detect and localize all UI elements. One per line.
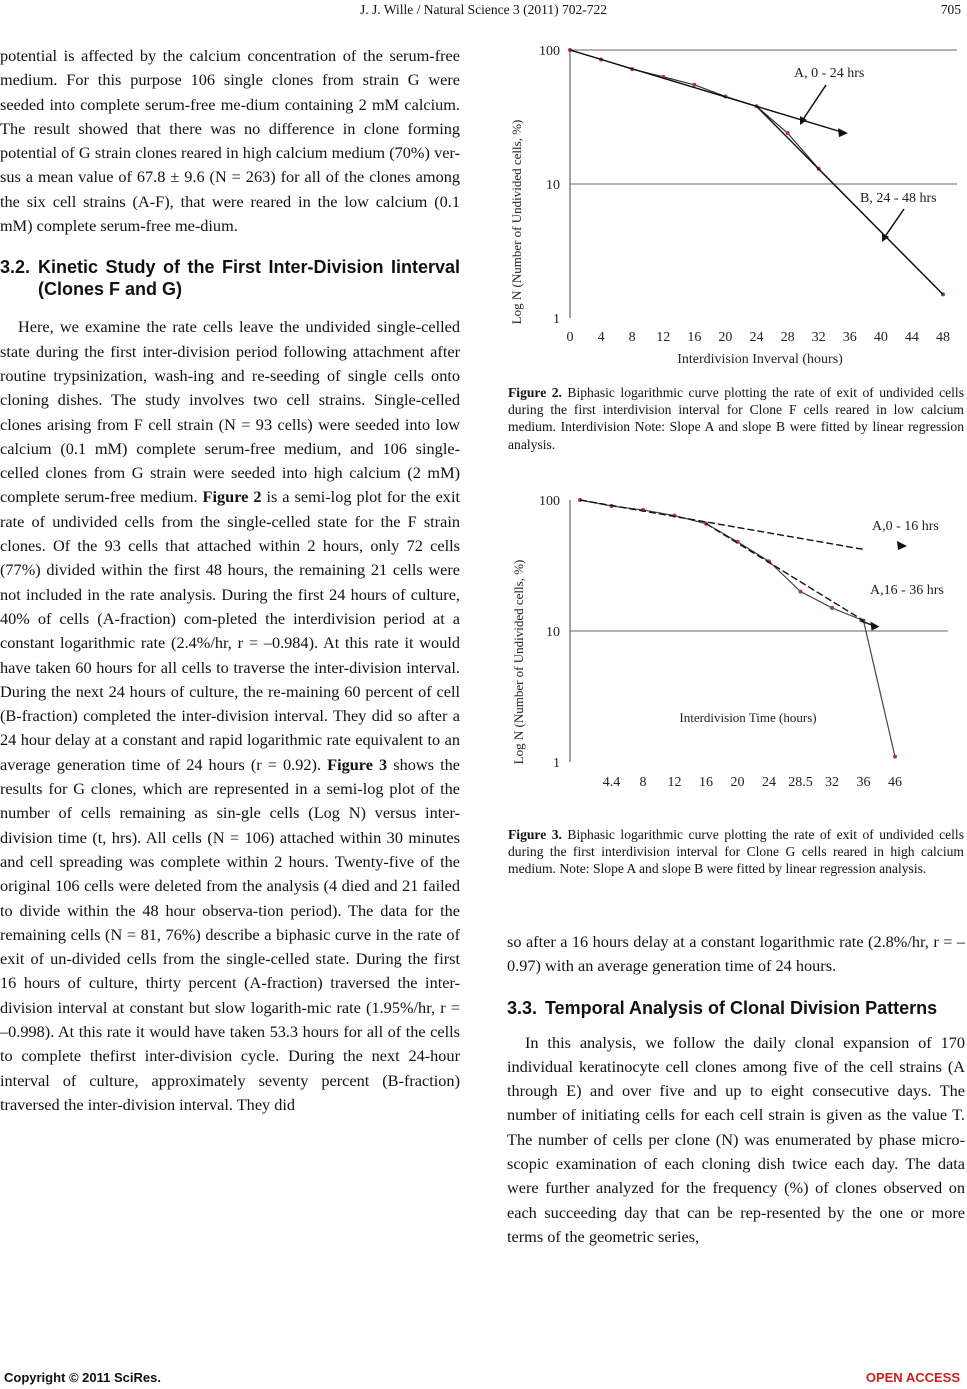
x-tick-label: 40 [873,330,888,345]
page-footer [4,1370,964,1388]
paragraph: In this analysis, we follow the daily clonal expansion of 170 individual keratinocyte cell clones among five of the cell strains (A through E) and over five and up to eight consecutive days. The number of initiating cells for each cell strain is given as the value T. The number of cells per clone (N) was enumerated by phase micro-scopic examination of each cloning dish twice each day. The data were further analyzed for the frequency (%) of clones observed on each succeeding day that can be rep-resented by the one or more terms of the geometric series, [507,1032,965,1246]
x-tick-label: 36 [842,330,857,345]
y-tick-label: 1 [553,312,560,327]
right-column [507,930,965,1249]
x-tick-label: 32 [811,330,826,345]
caption-text: Biphasic logarithmic curve plotting the rate of exit of undivided cells during the first interdivision interval for Clone F cells reared in low calcium medium. Interdivision Note: Slope A and slope B were fitted by linear regression analysis. [508,385,964,452]
section-heading-3-3 [507,997,965,1019]
x-tick-label: 46 [888,775,902,790]
figure-2-chart [508,40,964,370]
open-access-label[interactable]: OPEN ACCESS [865,1370,960,1385]
running-header [0,2,967,22]
x-tick-label: 8 [628,330,636,345]
figure-reference[interactable]: Figure 3 [327,754,388,774]
figure-3 [508,484,964,814]
data-point [893,755,897,759]
data-point [786,131,790,135]
y-tick-label: 10 [546,178,560,193]
paragraph-text: is a semi-log plot for the exit rate of undivided cells from the single-celled state for the F strain clones. Of the 93 cells that attached within 2 hours, only 72 cells (77%) divided within the first 48 hours, the remaining 21 cells were not included in the rate analysis. During the first 24 hours of culture, 40% of cells (A-fraction) com-pleted the interdivision period at a constant logarithmic rate (2.4%/hr, r = –0.984). At this rate it would have taken 60 hours for all cells to traverse the inter-division interval. During the next 24 hours of culture, the re-maining 60 percent of cell (B-fraction) completed the inter-division interval. They did so after a 24 hour delay at a constant and rapid logarithmic rate equivalent to an average generation time of 24 hours (r = 0.92). [0,487,460,774]
x-tick-label: 8 [639,775,647,790]
x-tick-label: 12 [667,775,682,790]
caption-label: Figure 2. [508,385,562,400]
figure-3-caption [508,826,964,878]
annotation-b-arrowhead [871,622,880,631]
x-tick-label: 36 [856,775,871,790]
x-tick-label: 4.4 [602,775,621,790]
paragraph-text: Here, we examine the rate cells leave the undivided single-celled state during the first inter-division period following attachment after routine trypsinization, wash-ing and re-seeding of single cells onto cloning dishes. The study involves two cell strains. Single-celled clones arising from F cell strain (N = 93 cells) were seeded into low calcium (0.1 mM) complete serum-free medium, and 106 single-celled clones from G strain were seeded into high calcium (2 mM) complete serum-free medium. [0,317,460,507]
x-tick-label: 28.5 [788,775,813,790]
fitted-line-arrowhead [838,128,848,137]
running-title: J. J. Wille / Natural Science 3 (2011) 702-722 [360,2,607,17]
section-number: 3.3. [507,997,538,1018]
x-tick-label: 0 [566,330,574,345]
figure-3-chart [508,484,964,814]
copyright-notice: Copyright © 2011 SciRes. [4,1370,161,1385]
caption-text: Biphasic logarithmic curve plotting the rate of exit of undivided cells during the first interdivision interval for Clone G cells reared in high calcium medium. Note: Slope A and slope B were fitted by linear regression analysis. [508,827,964,877]
fitted-line [580,500,864,549]
section-title: Temporal Analysis of Clonal Division Patterns [545,997,938,1018]
data-point [692,83,696,87]
paragraph: potential is affected by the calcium concentration of the serum-free medium. For this purpose 106 single clones from strain G were seeded into complete serum-free me-dium containing 2 mM calcium. The result showed that there was no difference in clone forming potential of G strain clones reared in high calcium medium (70%) ver-sus a mean value of 67.8 ± 9.6 (N = 263) for all of the clones among the six cell strains (A-F), that were reared in the low calcium (0.1 mM) complete serum-free me-dium. [0,46,460,236]
x-tick-label: 20 [730,775,745,790]
x-axis-label: Interdivision Time (hours) [679,710,817,725]
figure-2-caption [508,384,964,453]
figure-2 [508,40,964,370]
figure-reference[interactable]: Figure 2 [202,487,262,507]
left-column [0,44,460,1117]
annotation-b: B, 24 - 48 hrs [860,191,937,206]
x-tick-label: 20 [718,330,733,345]
section-heading-3-2 [0,256,460,300]
x-tick-label: 4 [597,330,605,345]
annotation-a-arrowhead [800,116,807,125]
y-axis-label: Log N (Number of Undivided cells, %) [511,559,526,765]
x-tick-label: 32 [825,775,839,790]
section-number: 3.2. [0,257,31,278]
section-title: Kinetic Study of the First Inter-Division Iinterval (Clones F and G) [38,257,460,300]
annotation-a: A, 0 - 24 hrs [794,66,865,81]
y-tick-label: 10 [546,625,560,640]
annotation-b-arrow [884,209,904,238]
y-tick-label: 100 [539,44,560,59]
x-tick-label: 16 [687,330,702,345]
x-tick-label: 48 [936,330,950,345]
data-point [799,590,803,594]
y-tick-label: 100 [539,494,560,509]
annotation-b: A,16 - 36 hrs [870,583,944,598]
annotation-b-arrowhead [882,233,889,242]
y-tick-label: 1 [553,756,560,771]
annotation-a-arrowhead [897,541,907,550]
annotation-a: A,0 - 16 hrs [872,519,939,534]
x-tick-label: 28 [780,330,795,345]
x-axis-label: Interdivision Inverval (hours) [677,352,843,367]
paragraph [0,315,460,1117]
data-point [830,606,834,610]
y-axis-label: Log N (Number of Undivided cells, %) [509,119,524,325]
x-tick-label: 24 [762,775,776,790]
paragraph-text: shows the results for G clones, which are represented in a semi-log plot of the number of cells remaining as sin-gle cells (Log N) versus inter-division time (t, hrs). All cells (N = 106) attached within 30 minutes and cell spreading was complete within 2 hours. Twenty-five of the original 106 cells were deleted from the analysis (4 died and 21 failed to divide within the 48 hour observa-tion period). The data for the remaining cells (N = 81, 76%) describe a biphasic curve in the rate of exit of un-divided cells from the single-celled state. During the first 16 hours of culture, thirty percent (A-fraction) traversed the inter-division interval at constant but slow logarith-mic rate (1.95%/hr, r = –0.998). At this rate it would have taken 53.3 hours for all of the cells to complete thefirst inter-division cycle. During the next 24-hour interval of culture, approximately seventy percent (B-fraction) traversed the inter-division interval. They did [0,754,460,1114]
fitted-line [706,524,864,621]
caption-label: Figure 3. [508,827,562,842]
page-number: 705 [940,2,961,17]
paragraph: so after a 16 hours delay at a constant logarithmic rate (2.8%/hr, r = –0.97) with an average generation time of 24 hours. [507,932,965,976]
annotation-a-arrow [802,85,826,121]
x-tick-label: 24 [749,330,764,345]
x-tick-label: 44 [904,330,919,345]
x-tick-label: 16 [699,775,713,790]
data-line [570,50,943,294]
x-tick-label: 12 [656,330,671,345]
